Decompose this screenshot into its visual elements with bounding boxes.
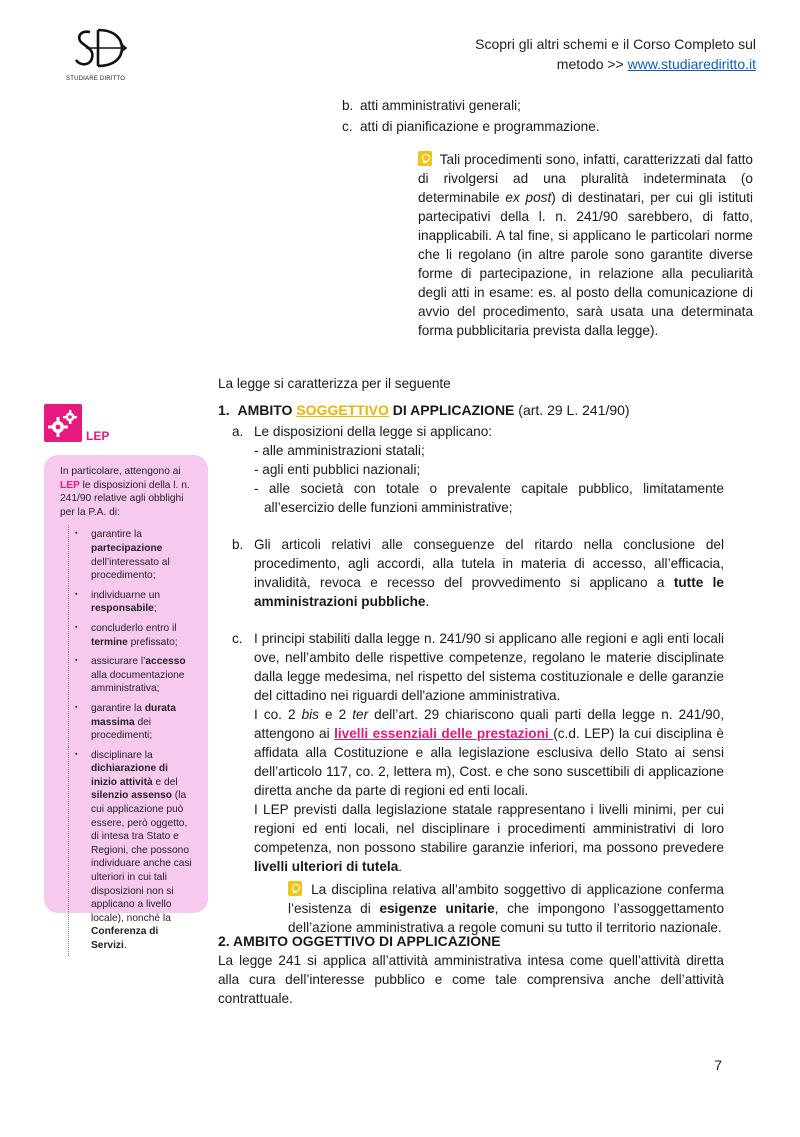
sidebar-text: disciplinare la: [91, 749, 153, 761]
sidebar-bold: responsabile: [91, 603, 154, 615]
sidebar-bold: durata massima: [91, 702, 176, 728]
section-title: AMBITO: [237, 402, 297, 418]
lep-highlight: livelli essenziali delle prestazioni: [334, 726, 554, 741]
gears-icon: [44, 404, 82, 442]
note-emphasis: ex post: [505, 190, 552, 205]
header-line2-prefix: metodo >>: [556, 56, 628, 72]
sidebar-text: ;: [153, 603, 157, 615]
emphasis: ter: [352, 707, 369, 722]
sidebar-label: LEP: [86, 429, 110, 443]
sidebar-text: garantire la: [91, 702, 145, 714]
note-bold: esigenze unitarie: [379, 901, 495, 916]
sidebar-list-item: [68, 652, 196, 699]
list-item-text: atti amministrativi generali;: [360, 98, 521, 113]
list-item: [342, 96, 600, 115]
section-ambito-soggettivo: [218, 401, 724, 937]
sidebar-text: assicurare l’: [91, 656, 146, 668]
sidebar-text: le disposizioni della l. n. 241/90 relative agli obblighi per la P.A. di:: [60, 479, 190, 518]
list-item-a: [218, 422, 724, 517]
sidebar-bold: termine: [91, 636, 128, 648]
paragraph: La legge 241 si applica all’attività amministrativa intesa come quell’attività diretta alla cura dell’interesse pubblico e come tale comprensiva anche dell’attività contrattuale.: [218, 953, 724, 1006]
text: (c.d. LEP) la cui disciplina è affidata alla Costituzione e alla legislazione esclusiva dello Stato ai sensi dell’articolo 117, co. 2, lettera m), Cost. e che sono suscettibili di applicazione diretta anche da parte di regioni ed enti locali.: [254, 726, 724, 798]
sidebar-text: .: [123, 940, 127, 951]
list-item-text: atti di pianificazione e programmazione.: [360, 119, 600, 134]
page-number: 7: [714, 1057, 722, 1073]
section-title: DI APPLICAZIONE: [388, 402, 515, 418]
sidebar-list-item: [68, 746, 196, 956]
list-item-text: Gli articoli relativi alle conseguenze del ritardo nella conclusione del procedimento, agli accordi, alla tutela in materia di accesso, all’efficacia, invalidità, revoca e recesso del provvedimento si applicano a: [254, 537, 724, 590]
lightbulb-icon: [288, 881, 302, 896]
section-heading: 2. AMBITO OGGETTIVO DI APPLICAZIONE: [218, 933, 501, 949]
sidebar-text: alla documentazione amministrativa;: [91, 669, 185, 695]
website-link[interactable]: www.studiarediritto.it: [627, 56, 756, 72]
logo-caption: STUDIARE DIRITTO: [66, 76, 126, 82]
list-item-bold: tutte le amministrazioni pubbliche: [254, 575, 724, 609]
text: I co. 2: [254, 707, 302, 722]
sidebar-text: concluderlo entro il: [91, 622, 177, 634]
section-title-highlight: SOGGETTIVO: [296, 402, 389, 418]
sidebar-text: individuarne un: [91, 589, 161, 601]
emphasis: bis: [301, 707, 319, 722]
note-box-procedimenti: [418, 150, 753, 340]
lightbulb-icon: [418, 151, 432, 166]
paragraph: [254, 705, 724, 800]
note-unitarie: [254, 880, 724, 937]
sidebar-text: e del: [152, 776, 178, 788]
note-text: , che impongono l’assoggettamento dell’azione amministrativa a regole comuni su tutto il territorio nazionale.: [288, 901, 725, 935]
sidebar-bold: silenzio assenso: [91, 790, 172, 802]
text: .: [398, 859, 403, 874]
header-line2: [475, 54, 756, 74]
note-text: ) di destinatari, per cui gli istituti partecipativi della l. n. 241/90 sarebbero, di fatto, inapplicabili. A tal fine, si applicano le particolari norme che li regolano (in altre parole sono garantite diverse forme di partecipazione, in relazione alla peculiarità degli atti in esame: es. al posto della comunicazione di avvio del procedimento, sarà usata una determinata forma pubblicitaria prevista dalla legge).: [418, 190, 754, 338]
text: I LEP previsti dalla legislazione statale rappresentano i livelli minimi, per cui regioni ed enti locali, nel disciplinare i procedimenti amministrativi di loro competenza, non possono stabilire garanzie inferiori, ma possono prevedere: [254, 802, 724, 855]
list-item: [342, 117, 600, 136]
sub-item: - alle società con totale o prevalente capitale pubblico, limitatamente all’esercizio delle funzioni amministrative;: [254, 481, 724, 515]
sub-item: - agli enti pubblici nazionali;: [254, 462, 421, 477]
bold-text: livelli ulteriori di tutela: [254, 859, 399, 874]
text: e 2: [318, 707, 353, 722]
sidebar-text: dei procedimenti;: [91, 716, 153, 742]
sidebar-bold: Conferenza di Servizi: [91, 926, 159, 951]
sidebar-list: [60, 525, 196, 955]
list-marker: b.: [232, 537, 244, 552]
sidebar-lep-highlight: LEP: [60, 479, 80, 491]
list-marker: a.: [232, 424, 244, 439]
list-item-body: [254, 535, 724, 611]
sidebar-text: (la cui applicazione può essere, però oggetto, di intesa tra Stato e Regioni, che possono individuare anche casi ulteriori in cui tali disposizioni non si applicano a livello locale), nonché la: [91, 790, 192, 924]
sidebar-list-item: [68, 586, 196, 619]
intro-text: La legge si caratterizza per il seguente: [218, 376, 451, 391]
section-heading: [218, 401, 724, 420]
text: dell’art. 29 chiariscono quali parti della legge n. 241/90, attengono ai: [254, 707, 725, 741]
note-text: Tali procedimenti sono, infatti, caratterizzati dal fatto di rivolgersi ad una pluralità indeterminata (o determinabile: [418, 152, 753, 205]
sidebar-list-item: [68, 699, 196, 746]
list-item-text: Le disposizioni della legge si applicano:: [254, 424, 493, 439]
section-number: 1.: [218, 402, 230, 418]
top-list: [342, 96, 600, 136]
note-text: La disciplina relativa all’ambito soggettivo di applicazione conferma l’esistenza di: [288, 882, 724, 916]
list-marker: b.: [342, 98, 354, 113]
list-item-b: [218, 535, 724, 611]
sidebar-bold: accesso: [145, 656, 186, 668]
sidebar-list-item: [68, 525, 196, 585]
section-reference: (art. 29 L. 241/90): [514, 402, 630, 418]
sidebar-text: prefissato;: [127, 636, 178, 648]
sidebar-text: garantire la: [91, 529, 142, 541]
section-ambito-oggettivo: [218, 932, 724, 1008]
sub-item: - alle amministrazioni statali;: [254, 443, 425, 458]
list-marker: c.: [342, 119, 353, 134]
sidebar-intro: [60, 465, 196, 519]
sidebar-bold: dichiarazione di inizio attività: [91, 763, 168, 788]
list-item-body: [254, 629, 724, 937]
page-header: [475, 34, 756, 74]
paragraph: I principi stabiliti dalla legge n. 241/90 si applicano alle regioni e agli enti locali ove, nell’ambito delle rispettive competenze, regolano le materie disciplinate dalla legge medesima, nel rispetto del sistema costituzionale e delle garanzie del cittadino nei riguardi dell'azione amministrativa.: [254, 631, 724, 703]
sidebar-bold: partecipazione: [91, 542, 163, 554]
paragraph: [254, 800, 724, 876]
list-item-text: .: [425, 594, 430, 609]
sidebar-text: In particolare, attengono ai: [60, 466, 181, 477]
list-item-body: [254, 422, 724, 517]
list-item-c: [218, 629, 724, 937]
list-marker: c.: [232, 631, 243, 646]
sidebar-list-item: [68, 619, 196, 652]
header-line1: Scopri gli altri schemi e il Corso Completo sul: [475, 36, 756, 52]
sidebar-text: dell’interessato al procedimento;: [91, 556, 170, 582]
sidebar-lep-box: [44, 455, 208, 951]
